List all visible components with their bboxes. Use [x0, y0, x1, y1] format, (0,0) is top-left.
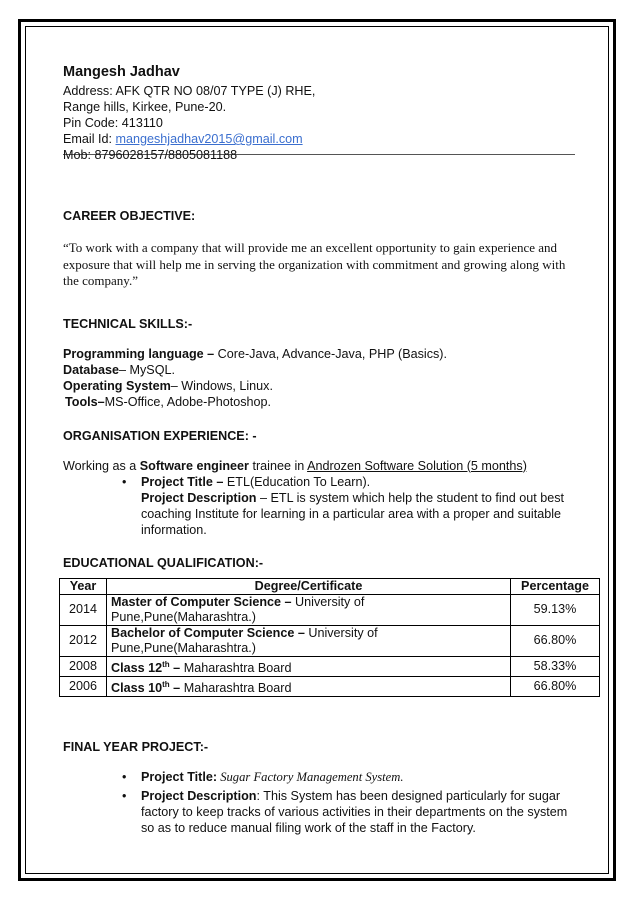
career-objective-heading: CAREER OBJECTIVE: — [63, 209, 196, 223]
skill-database — [63, 362, 603, 378]
project-title-value: ETL(Education To Learn). — [223, 474, 371, 489]
year-cell: 2014 — [60, 594, 107, 625]
year-cell: 2006 — [60, 676, 107, 696]
education-table — [59, 578, 600, 697]
board-name: University of Pune,Pune(Maharashtra.) — [111, 625, 378, 655]
degree-cell — [107, 656, 511, 676]
list-item — [122, 474, 603, 490]
year-cell: 2012 — [60, 625, 107, 656]
company-name: Androzen Software Solution (5 months) — [307, 458, 527, 473]
description-text: factory to keep tracks of various activities in their departments on the system — [141, 804, 568, 819]
career-objective-text — [63, 240, 603, 290]
pin-code: Pin Code: 413110 — [63, 116, 163, 130]
intro-text: Working as a — [63, 458, 140, 473]
address-line-1: Address: AFK QTR NO 08/07 TYPE (J) RHE, — [63, 84, 316, 98]
table-header-row — [60, 578, 600, 594]
bullet-icon: • — [122, 788, 127, 803]
skill-value: Core-Java, Advance-Java, PHP (Basics). — [214, 346, 447, 361]
skill-value: – MySQL. — [119, 362, 176, 377]
degree-name: Bachelor of Computer Science – — [111, 625, 305, 640]
percentage-cell: 66.80% — [511, 625, 600, 656]
dash: – — [169, 680, 181, 695]
table-row — [60, 676, 600, 696]
job-role: Software engineer — [139, 458, 249, 473]
degree-cell — [107, 625, 511, 656]
project-description-label: Project Description — [141, 490, 257, 505]
candidate-name: Mangesh Jadhav — [63, 64, 180, 80]
email-label: Email Id: — [63, 132, 116, 146]
email-link[interactable]: mangeshjadhav2015@gmail.com — [115, 132, 303, 146]
project-title-value: Sugar Factory Management System. — [217, 769, 404, 784]
header-block — [63, 63, 603, 163]
skill-os — [63, 378, 603, 394]
bullet-icon: • — [122, 769, 127, 784]
skill-value: MS-Office, Adobe-Photoshop. — [104, 394, 272, 409]
career-line: “To work with a company that will provide me an excellent opportunity to gain experience and — [63, 240, 558, 255]
education-heading: EDUCATIONAL QUALIFICATION:- — [63, 555, 264, 570]
project-description — [141, 490, 603, 506]
column-header-degree: Degree/Certificate — [107, 578, 511, 594]
percentage-cell: 59.13% — [511, 594, 600, 625]
description-text: : This System has been designed particularly for sugar — [256, 788, 561, 803]
skill-tools — [63, 394, 603, 410]
career-line: the company.” — [63, 273, 138, 288]
list-item — [122, 788, 603, 836]
project-title-label: Project Title: — [141, 769, 218, 784]
skill-label: Operating System — [63, 378, 171, 393]
experience-heading: ORGANISATION EXPERIENCE: - — [63, 428, 257, 443]
board-name: Maharashtra Board — [180, 660, 292, 675]
dash: – — [169, 660, 181, 675]
technical-skills-heading: TECHNICAL SKILLS:- — [63, 316, 193, 331]
list-item — [141, 490, 603, 538]
skill-label: Programming language – — [63, 346, 215, 361]
table-row — [60, 594, 600, 625]
superscript: th — [162, 679, 170, 689]
description-text: information. — [141, 522, 207, 537]
resume-content — [63, 63, 603, 836]
final-project-list — [63, 769, 603, 836]
column-header-year: Year — [60, 578, 107, 594]
address-line-2: Range hills, Kirkee, Pune-20. — [63, 100, 227, 114]
bullet-icon: • — [122, 474, 127, 489]
description-text: – ETL is system which help the student to find out best — [256, 490, 565, 505]
superscript: th — [162, 659, 170, 669]
mobile-line: Mob: 8796028157/8805081188 — [63, 148, 238, 162]
career-line: exposure that will help me in serving the organization with commitment and growing along with — [63, 256, 566, 272]
degree-cell — [107, 594, 511, 625]
experience-project-list — [63, 474, 603, 538]
table-row — [60, 625, 600, 656]
description-text: coaching Institute for learning in a particular area with a proper and suitable — [141, 506, 562, 521]
skill-value: – Windows, Linux. — [170, 378, 273, 393]
description-text: so as to reduce manual filing work of the staff in the Factory. — [141, 820, 476, 835]
intro-text: trainee in — [248, 458, 308, 473]
degree-name: Class 10 — [111, 680, 163, 695]
column-header-percentage: Percentage — [511, 578, 600, 594]
experience-intro — [63, 458, 603, 474]
board-name: University of Pune,Pune(Maharashtra.) — [111, 594, 365, 624]
email-line — [63, 131, 603, 147]
percentage-cell: 66.80% — [511, 676, 600, 696]
percentage-cell: 58.33% — [511, 656, 600, 676]
board-name: Maharashtra Board — [180, 680, 292, 695]
project-description-label: Project Description — [141, 788, 257, 803]
degree-name: Master of Computer Science – — [111, 594, 292, 609]
skill-label: Database — [63, 362, 120, 377]
project-title-label: Project Title – — [141, 474, 224, 489]
degree-cell — [107, 676, 511, 696]
list-item — [122, 769, 603, 785]
table-row — [60, 656, 600, 676]
skill-programming — [63, 346, 603, 362]
final-project-heading: FINAL YEAR PROJECT:- — [63, 739, 209, 754]
skill-label: Tools– — [65, 394, 105, 409]
year-cell: 2008 — [60, 656, 107, 676]
degree-name: Class 12 — [111, 660, 163, 675]
